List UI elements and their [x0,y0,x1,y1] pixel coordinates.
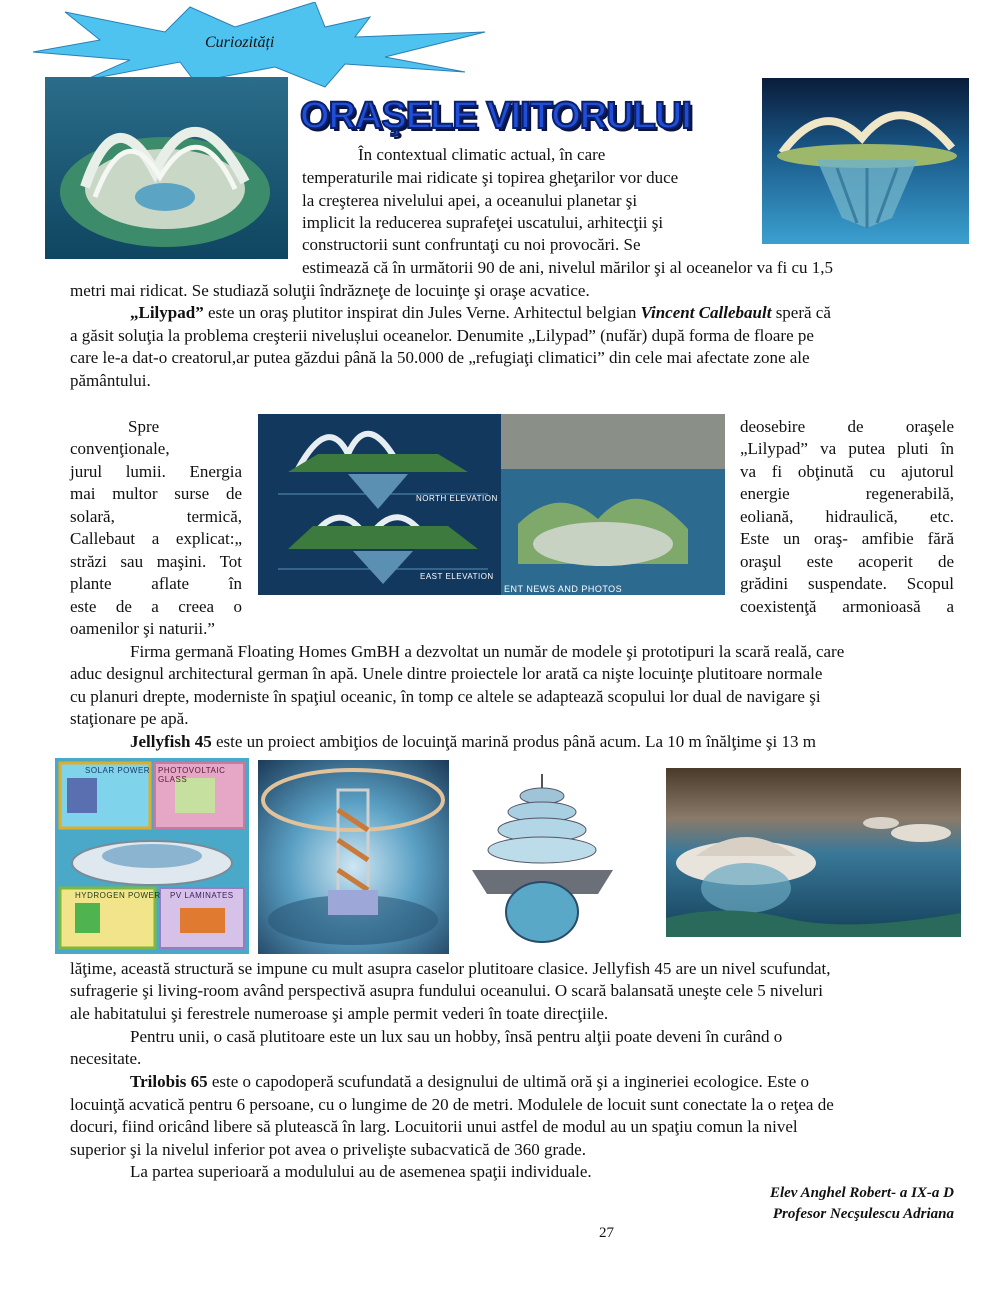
trilobis-line-1 [130,1071,809,1094]
hydrogen-power-label: HYDROGEN POWER [75,891,161,900]
lilypad-name: „Lilypad” [130,303,204,322]
right-col-5: eoliană, hidraulică, etc. [740,507,954,526]
floating-homes-render-image [666,768,961,937]
intro-line-7: metri mai ridicat. Se studiază soluţii îndrăzneţe de locuinţe şi oraşe acvatice. [70,281,590,300]
left-col-3: jurul lumii. Energia [70,462,242,481]
right-col-4: energie regenerabilă, [740,484,954,503]
floating-homes-line-2: aduc designul architectural german în apă. Unele dintre proiectele lor arată ca nişte locuinţe plutitoare normale [70,664,823,683]
right-col-2: „Lilypad” va putea pluti în [740,439,954,458]
jellyfish-desc: este un proiect ambiţios de locuinţă marină produs până acum. La 10 m înălţime şi 13 m [211,732,816,751]
pv-laminates-label: PV LAMINATES [170,891,234,900]
right-col-8: grădini suspendate. Scopul [740,574,954,593]
left-col-2: convenţionale, [70,439,170,458]
solar-power-label: SOLAR POWER [85,766,151,775]
photovoltaic-label: PHOTOVOLTAIC GLASS [158,766,226,784]
intro-line-1: În contextual climatic actual, în care [358,145,606,164]
category-label: Curiozități [205,34,275,51]
intro-line-5: constructorii sunt confruntaţi cu noi provocări. Se [302,235,641,254]
trilobis-desc: este o capodoperă scufundată a designului de ultimă oră şi a ingineriei ecologice. Este o [207,1072,810,1091]
jellyfish-exterior-image [470,772,615,950]
left-col-10: oamenilor şi naturii.” [70,619,215,638]
east-elevation-label: EAST ELEVATION [420,572,494,581]
intro-line-6: estimează că în următorii 90 de ani, nivelul mărilor şi al oceanelor va fi cu 1,5 [302,258,834,277]
floating-homes-line-4: staţionare pe apă. [70,709,189,728]
jellyfish-name: Jellyfish 45 [130,732,212,751]
right-col-6: Este un oraş- amfibie fără [740,529,954,548]
left-col-6: Callebaut a explicat:„ [70,529,242,548]
left-col-1: Spre [128,417,160,436]
lilypad-line-4: pământului. [70,371,151,390]
jellyfish-line-2: lăţime, această structură se impune cu mult asupra caselor plutitoare clasice. Jellyfish 45 are un nivel scufundat, [70,959,831,978]
right-col-3: va fi obţinută cu ajutorul [740,462,954,481]
left-col-5: solară, termică, [70,507,242,526]
image-credit: ENT NEWS AND PHOTOS [504,584,623,594]
teacher-credit: Profesor Necşulescu Adriana [772,1206,954,1222]
left-col-7: străzi sau maşini. Tot [70,552,242,571]
floating-city-underwater-image [762,78,969,244]
floating-homes-line-3: cu planuri drepte, moderniste în spaţiul oceanic, în tomp ce altele se adaptează scopului lor dual de navigare şi [70,687,821,706]
lilypad-desc-end: speră că [771,303,831,322]
lilypad-elevation-image [258,414,725,595]
intro-line-4: implicit la reducerea suprafeţei uscatului, arhitecţii şi [302,213,664,232]
left-col-9: este de a creea o [70,597,242,616]
student-credit: Elev Anghel Robert- a IX-a D [769,1185,954,1201]
lilypad-line-2: a găsit soluţia la problema creşterii nivelușlui oceanelor. Denumite „Lilypad” (nufăr) după forma de floare pe [70,326,814,345]
jellyfish-interior-image [258,760,449,954]
intro-line-2: temperaturile mai ridicate şi topirea gheţarilor vor duce [302,168,679,187]
lilypad-city-image [45,77,288,259]
lilypad-desc: este un oraş plutitor inspirat din Jules Verne. Arhitectul belgian [203,303,641,322]
luxury-line-2: necesitate. [70,1049,142,1068]
right-col-7: oraşul este acoperit de [740,552,954,571]
closing-line: La partea superioară a modulului au de asemenea spaţii individuale. [130,1162,592,1181]
page-number: 27 [599,1225,614,1241]
right-col-1: deosebire de oraşele [740,417,954,436]
trilobis-line-3: docuri, fiind oricând libere să plutească în larg. Locuitorii unui astfel de modul au un spaţiu comun la nivel [70,1117,798,1136]
left-col-4: mai multor surse de [70,484,242,503]
luxury-line-1: Pentru unii, o casă plutitoare este un lux sau un hobby, însă pentru alţii poate deveni în curând o [130,1027,783,1046]
energy-diagram-image [55,758,249,954]
jellyfish-line-4: ale habitatului şi ferestrele numeroase şi ample permit vederi în toate direcţiile. [70,1004,609,1023]
north-elevation-label: NORTH ELEVATION [416,494,498,503]
architect-name: Vincent Callebault [640,303,772,322]
jellyfish-line-3: sufragerie şi living-room având perspectivă asupra fundului oceanului. O scară balansată uneşte cele 5 niveluri [70,981,823,1000]
lilypad-line-1 [130,302,831,325]
left-col-8: plante aflate în [70,574,242,593]
page-title: ORAŞELE VIITORULUI [300,95,691,137]
trilobis-line-4: superior şi la nivelul inferior pot avea o privelişte subacvatică de 360 grade. [70,1140,586,1159]
trilobis-line-2: locuinţă acvatică pentru 6 persoane, cu o lungime de 20 de metri. Modulele de locuit sunt conectate la o reţea de [70,1095,834,1114]
lilypad-line-3: care le-a dat-o creatorul,ar putea găzdui până la 50.000 de „refugiaţi climatici” din cele mai afectate zone ale [70,348,810,367]
intro-line-3: la creşterea nivelului apei, a oceanului planetar şi [302,191,638,210]
right-col-9: coexistenţă armonioasă a [740,597,954,616]
jellyfish-line-1 [130,731,816,754]
trilobis-name: Trilobis 65 [130,1072,208,1091]
floating-homes-line-1: Firma germană Floating Homes GmBH a dezvoltat un număr de modele şi prototipuri la scară reală, care [130,642,845,661]
